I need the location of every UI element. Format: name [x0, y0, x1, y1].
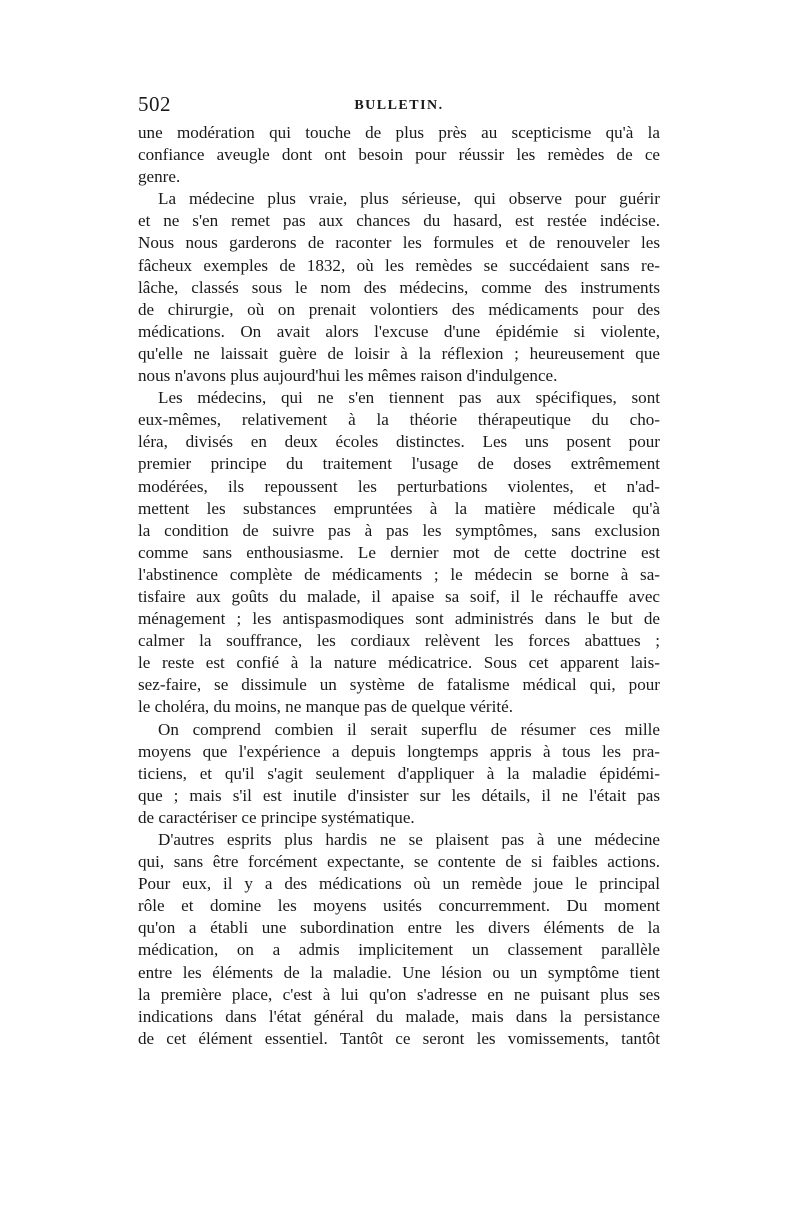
text-line: et ne s'en remet pas aux chances du hasard, est restée indécise.	[138, 211, 660, 231]
text-line: Nous nous garderons de raconter les formules et de renouveler les	[138, 233, 660, 253]
text-line: de cet élément essentiel. Tantôt ce seront les vomissements, tantôt	[138, 1028, 660, 1048]
text-line: léra, divisés en deux écoles distinctes. Les uns posent pour	[138, 432, 660, 452]
text-line: le reste est confié à la nature médicatrice. Sous cet apparent lais-	[138, 653, 660, 673]
text-line: que ; mais s'il est inutile d'insister sur les détails, il ne l'était pas	[138, 785, 660, 805]
text-line: Les médecins, qui ne s'en tiennent pas aux spécifiques, sont	[158, 388, 660, 408]
text-line: genre.	[138, 167, 181, 187]
text-line: entre les éléments de la maladie. Une lésion ou un symptôme tient	[138, 962, 660, 982]
text-line: nous n'avons plus aujourd'hui les mêmes raison d'indulgence.	[138, 366, 558, 386]
text-line: D'autres esprits plus hardis ne se plaisent pas à une médecine	[158, 830, 660, 849]
body-text	[138, 122, 660, 1050]
text-line: qu'elle ne laissait guère de loisir à la réflexion ; heureusement que	[138, 343, 660, 363]
page-number: 502	[138, 92, 171, 116]
text-line: qui, sans être forcément expectante, se contente de si faibles actions.	[138, 852, 660, 872]
running-head	[138, 92, 660, 122]
text-line: lâche, classés sous le nom des médecins, comme des instruments	[138, 277, 660, 297]
paragraph	[138, 188, 660, 387]
text-line: indications dans l'état général du malade, mais dans la persistance	[138, 1006, 660, 1026]
text-line: confiance aveugle dont ont besoin pour réussir les remèdes de ce	[138, 145, 660, 165]
text-line: mettent les substances empruntées à la matière médicale qu'à	[138, 498, 660, 518]
paragraph	[138, 122, 660, 188]
text-line: eux-mêmes, relativement à la théorie thérapeutique du cho-	[138, 410, 660, 430]
text-line: moyens que l'expérience a depuis longtemps appris à tous les pra-	[138, 741, 660, 761]
text-line: médications. On avait alors l'excuse d'une épidémie si violente,	[138, 321, 660, 341]
text-line: premier principe du traitement l'usage de doses extrêmement	[138, 454, 660, 474]
text-line: modérées, ils repoussent les perturbations violentes, et n'ad-	[138, 476, 660, 496]
text-line: de caractériser ce principe systématique.	[138, 807, 415, 827]
text-line: rôle et domine les moyens usités concurremment. Du moment	[138, 896, 660, 916]
paragraph	[138, 387, 660, 718]
paragraph	[138, 829, 660, 1050]
text-line: médication, on a admis implicitement un classement parallèle	[138, 940, 660, 960]
text-line: comme sans enthousiasme. Le dernier mot de cette doctrine est	[138, 542, 660, 562]
running-title: BULLETIN.	[354, 98, 444, 113]
text-line: la première place, c'est à lui qu'on s'adresse en ne puisant plus ses	[138, 984, 660, 1004]
text-line: sez-faire, se dissimule un système de fatalisme médical qui, pour	[138, 675, 660, 695]
paragraph	[138, 719, 660, 829]
text-line: une modération qui touche de plus près au scepticisme qu'à la	[138, 123, 660, 142]
text-line: On comprend combien il serait superflu de résumer ces mille	[158, 719, 660, 739]
text-line: l'abstinence complète de médicaments ; le médecin se borne à sa-	[138, 564, 660, 584]
text-line: qu'on a établi une subordination entre les divers éléments de la	[138, 918, 660, 938]
text-line: la condition de suivre pas à pas les symptômes, sans exclusion	[138, 520, 660, 540]
text-line: Pour eux, il y a des médications où un remède joue le principal	[138, 874, 660, 894]
text-line: le choléra, du moins, ne manque pas de quelque vérité.	[138, 697, 513, 717]
book-page	[138, 92, 660, 1050]
text-line: ménagement ; les antispasmodiques sont administrés dans le but de	[138, 609, 660, 629]
text-line: fâcheux exemples de 1832, où les remèdes se succédaient sans re-	[138, 255, 660, 275]
text-line: La médecine plus vraie, plus sérieuse, qui observe pour guérir	[158, 189, 660, 209]
text-line: de chirurgie, où on prenait volontiers des médicaments pour des	[138, 299, 660, 319]
text-line: calmer la souffrance, les cordiaux relèvent les forces abattues ;	[138, 631, 660, 651]
text-line: tisfaire aux goûts du malade, il apaise sa soif, il le réchauffe avec	[138, 586, 660, 606]
text-line: ticiens, et qu'il s'agit seulement d'appliquer à la maladie épidémi-	[138, 763, 660, 783]
